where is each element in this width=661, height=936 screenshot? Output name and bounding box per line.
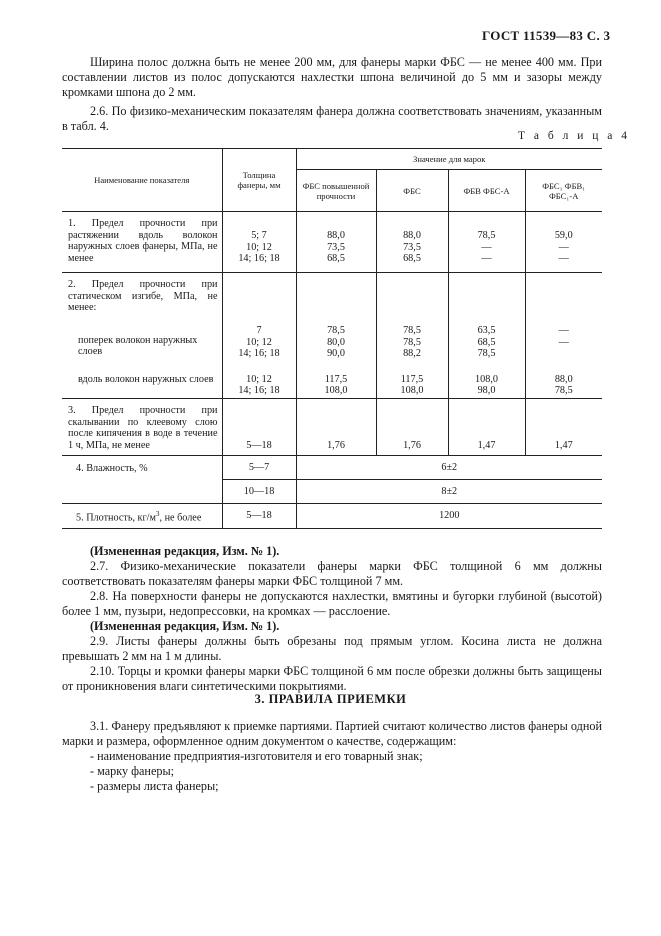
table-row: [62, 273, 602, 399]
cell: 10; 12: [246, 373, 272, 385]
cell: 78,5: [477, 348, 496, 360]
edit-note-1: (Измененная редакция, Изм. № 1).: [90, 544, 280, 558]
grade-header-3: ФБВ ФБС-А: [448, 170, 525, 212]
cell: 10; 12: [246, 241, 272, 253]
grade-header-2: ФБС: [376, 170, 448, 212]
row2-grade2: [376, 273, 448, 399]
cell: 14; 16; 18: [238, 253, 280, 265]
row2-thickness: [222, 273, 296, 399]
cell: 73,5: [403, 241, 421, 253]
row1-thickness: [222, 212, 296, 273]
section-3-title: 3. ПРАВИЛА ПРИЕМКИ: [254, 692, 407, 706]
table-row: [62, 399, 602, 456]
row2b-name: вдоль волокон наружных слоев: [78, 373, 214, 385]
cell: 88,0: [403, 230, 421, 241]
cell: 68,5: [403, 253, 421, 265]
paragraph-2-10: 2.10. Торцы и кромки фанеры марки ФБС толщиной 6 мм после обрезки должны быть защищены от проникновения влаги синтетическими покрытиями.: [62, 664, 602, 693]
row1-grade4: [525, 212, 602, 273]
row5-value: 1200: [296, 504, 602, 529]
table-row: [62, 456, 602, 480]
row1-grade1: [296, 212, 376, 273]
cell: —: [558, 336, 569, 348]
list-item: - размеры листа фанеры;: [90, 779, 219, 793]
grade-header-1: ФБС повышенной прочности: [296, 170, 376, 212]
col-header-values: Значение для марок: [296, 149, 602, 170]
properties-table: [62, 148, 602, 529]
row5-name-suffix: , не более: [159, 511, 202, 523]
row1-grade2: [376, 212, 448, 273]
paragraph-2-9: 2.9. Листы фанеры должны быть обрезаны под прямым углом. Косина листа не должна превышать 2 мм на 1 м длины.: [62, 634, 602, 663]
row1-name: 1. Предел прочности при растяжении вдоль волокон наружных слоев фанеры, МПа, не менее: [62, 212, 222, 273]
row3-grade1: 1,76: [296, 399, 376, 456]
cell: 78,5: [554, 385, 573, 397]
row2-grade1: [296, 273, 376, 399]
cell: 73,5: [327, 241, 345, 253]
row2-name: [62, 273, 222, 399]
table-row: [62, 212, 602, 273]
after-table-text: [62, 544, 602, 694]
cell: 117,5: [400, 373, 424, 385]
row1-grade3: [448, 212, 525, 273]
row3-grade2: 1,76: [376, 399, 448, 456]
row3-grade4: 1,47: [525, 399, 602, 456]
intro-paragraph-1: Ширина полос должна быть не менее 200 мм, для фанеры марки ФБС — не менее 400 мм. При составлении листов из полос допускаются нахлестки шпона величиной до 5 мм и зазоры между кромками шпона до 2 мм.: [62, 55, 602, 99]
row4-name: 4. Влажность, %: [62, 456, 222, 504]
cell: 7: [256, 325, 262, 336]
row4-value-2: 8±2: [296, 480, 602, 504]
row2a-name: поперек волокон наружных слоев: [78, 334, 198, 358]
row3-name: 3. Предел прочности при скалывании по клеевому слою после кипячения в воде в течение 1 ч, МПа, не менее: [62, 399, 222, 456]
cell: [530, 348, 599, 360]
col-header-thickness: Толщина фанеры, мм: [222, 149, 296, 212]
paragraph-2-7: 2.7. Физико-механические показатели фанеры марки ФБС толщиной 6 мм должны соответствовать показателям фанеры марки ФБС толщиной 7 мм.: [62, 559, 602, 588]
cell: 78,5: [403, 336, 421, 348]
row5-name-text: 5. Плотность, кг/м: [76, 511, 156, 523]
list-item: - марку фанеры;: [90, 764, 175, 778]
paragraph-2-6: 2.6. По физико-механическим показателям фанера должна соответствовать значениям, указанным в табл. 4.: [62, 104, 602, 133]
row5-name: [62, 504, 222, 529]
intro-text: [62, 55, 602, 134]
cell: 10; 12: [246, 336, 272, 348]
list-item: - наименование предприятия-изготовителя и его товарный знак;: [90, 749, 423, 763]
cell: 88,0: [554, 373, 573, 385]
row4-thickness-1: 5—7: [222, 456, 296, 480]
cell: 80,0: [327, 336, 345, 348]
page-header: ГОСТ 11539—83 С. 3: [482, 28, 611, 43]
edit-note-2: (Измененная редакция, Изм. № 1).: [90, 619, 280, 633]
cell: 78,5: [327, 325, 345, 336]
cell: —: [481, 241, 492, 253]
table-caption: Т а б л и ц а 4: [518, 130, 631, 142]
paragraph-3-1: 3.1. Фанеру предъявляют к приемке партиями. Партией считают количество листов фанеры одной марки и размера, оформленное одним документом о качестве, содержащим:: [62, 719, 602, 748]
cell: 14; 16; 18: [238, 385, 280, 397]
cell: 108,0: [400, 385, 424, 397]
paragraph-2-8: 2.8. На поверхности фанеры не допускаются нахлестки, вмятины и бугорки глубиной (высотой) более 1 мм, пузыри, недопрессовки, на кромках — расслоение.: [62, 589, 602, 618]
cell: 63,5: [477, 325, 496, 336]
row5-name-sup: 3: [155, 509, 160, 518]
cell: 108,0: [324, 385, 348, 397]
table-row: [62, 504, 602, 529]
cell: 59,0: [554, 230, 573, 241]
cell: —: [558, 325, 569, 336]
cell: —: [481, 253, 492, 265]
cell: 108,0: [475, 373, 498, 385]
cell: 98,0: [477, 385, 496, 397]
row2-grade4: [525, 273, 602, 399]
cell: —: [558, 253, 569, 265]
cell: 78,5: [477, 230, 496, 241]
cell: 88,0: [327, 230, 345, 241]
cell: 5; 7: [251, 230, 267, 241]
grade-header-4: ФБС₁ ФБВ₁ ФБС₁-А: [525, 170, 602, 212]
cell: 14; 16; 18: [238, 348, 280, 360]
row4-value-1: 6±2: [296, 456, 602, 480]
row2-title: 2. Предел прочности при статическом изгибе, МПа, не менее:: [68, 279, 218, 314]
row4-thickness-2: 10—18: [222, 480, 296, 504]
cell: 117,5: [324, 373, 348, 385]
col-header-name: Наименование показателя: [62, 149, 222, 212]
row3-grade3: 1,47: [448, 399, 525, 456]
section-3-text: [62, 719, 602, 794]
row2-grade3: [448, 273, 525, 399]
cell: 90,0: [327, 348, 345, 360]
cell: 68,5: [327, 253, 345, 265]
cell: 78,5: [403, 325, 421, 336]
row3-thickness: 5—18: [222, 399, 296, 456]
cell: 88,2: [403, 348, 421, 360]
cell: 68,5: [477, 336, 496, 348]
row5-thickness: 5—18: [222, 504, 296, 529]
cell: —: [558, 241, 569, 253]
